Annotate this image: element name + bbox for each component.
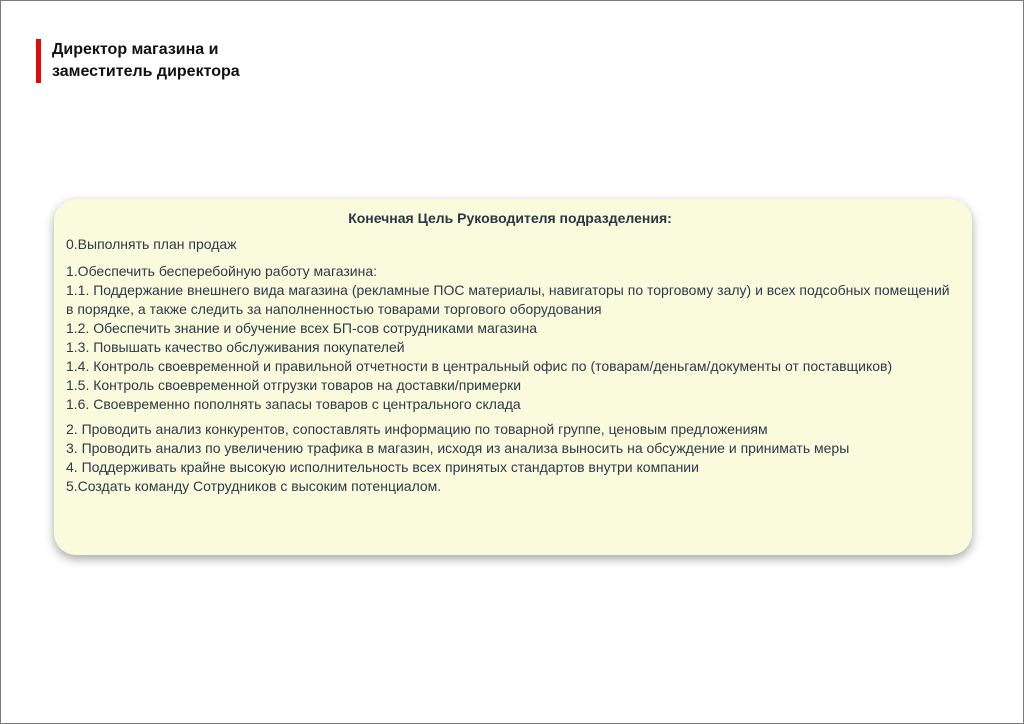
header-title-line-2: заместитель директора — [52, 63, 240, 80]
goal-item-1-4: 1.4. Контроль своевременной и правильной отчетности в центральный офис по (товарам/деньгам/документы от поставщиков) — [66, 358, 893, 374]
card-title: Конечная Цель Руководителя подразделения: — [348, 210, 672, 226]
goal-item-1: 1.Обеспечить бесперебойную работу магазина: — [66, 263, 378, 279]
goal-item-1-3: 1.3. Повышать качество обслуживания покупателей — [66, 339, 405, 355]
goal-item-1-1: 1.1. Поддержание внешнего вида магазина (рекламные ПОС материалы, навигаторы по торговому залу) и всех подсобных помещений в порядке, а также следить за наполненностью товарами торгового оборудования — [66, 282, 950, 317]
goal-item-1-2: 1.2. Обеспечить знание и обучение всех БП-сов сотрудниками магазина — [66, 320, 537, 336]
header-title-line-1: Директор магазина и — [52, 41, 219, 58]
slide-header — [36, 39, 240, 83]
goal-item-5: 5.Создать команду Сотрудников с высоким потенциалом. — [66, 478, 442, 494]
goal-item-1-5: 1.5. Контроль своевременной отгрузки товаров на доставки/примерки — [66, 377, 522, 393]
goal-item-3: 3. Проводить анализ по увеличению трафика в магазин, исходя из анализа выносить на обсуждение и принимать меры — [66, 440, 850, 456]
goal-item-4: 4. Поддерживать крайне высокую исполнительность всех принятых стандартов внутри компании — [66, 459, 699, 475]
goal-item-0: 0.Выполнять план продаж — [66, 236, 237, 252]
goal-item-1-6: 1.6. Своевременно пополнять запасы товаров с центрального склада — [66, 396, 521, 412]
goals-card — [54, 199, 972, 555]
goal-item-2: 2. Проводить анализ конкурентов, сопоставлять информацию по товарной группе, ценовым предложениям — [66, 421, 768, 437]
